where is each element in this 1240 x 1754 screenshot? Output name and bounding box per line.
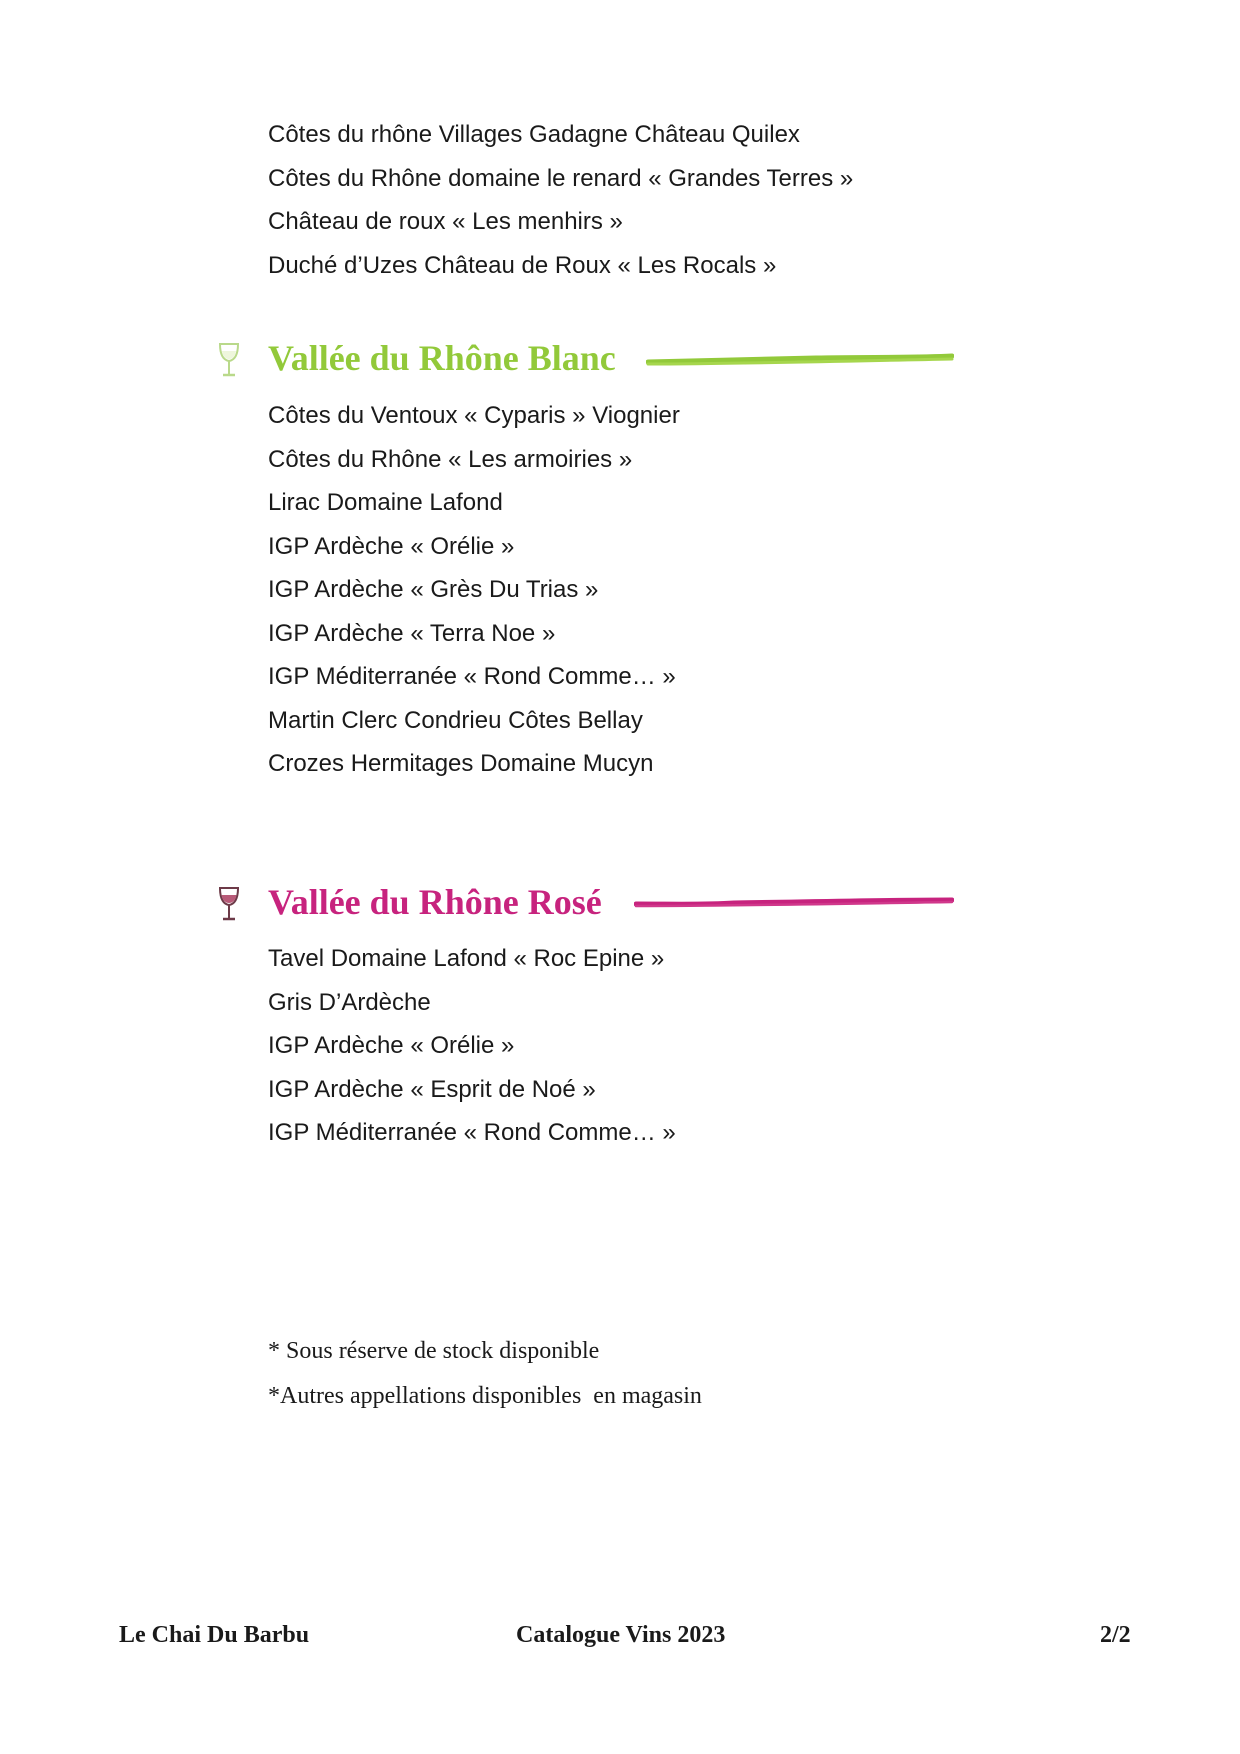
wine-item: IGP Ardèche « Esprit de Noé » <box>268 1075 596 1103</box>
footer-shop-name: Le Chai Du Barbu <box>119 1622 310 1648</box>
white-wine-glass-icon <box>214 342 244 380</box>
wine-item: Martin Clerc Condrieu Côtes Bellay <box>268 706 643 734</box>
footer-catalogue-title: Catalogue Vins 2023 <box>516 1622 726 1648</box>
section-header-rose <box>214 878 954 926</box>
wine-item: Château de roux « Les menhirs » <box>268 208 623 235</box>
rose-wine-glass-icon <box>214 886 244 924</box>
wine-item: Côtes du Ventoux « Cyparis » Viognier <box>268 402 680 429</box>
wine-item: IGP Ardèche « Terra Noe » <box>268 619 556 647</box>
wine-item: IGP Méditerranée « Rond Comme… » <box>268 663 676 690</box>
wine-item: Côtes du Rhône « Les armoiries » <box>268 445 633 473</box>
wine-item: Tavel Domaine Lafond « Roc Epine » <box>268 945 665 972</box>
wine-item: IGP Ardèche « Orélie » <box>268 532 515 560</box>
section-rule-rose <box>634 878 954 926</box>
wine-item: Côtes du rhône Villages Gadagne Château Quilex <box>268 121 800 148</box>
wine-item: IGP Méditerranée « Rond Comme… » <box>268 1119 676 1146</box>
footer-page-number: 2/2 <box>1100 1622 1131 1648</box>
section-title-rose: Vallée du Rhône Rosé <box>268 882 602 922</box>
stock-note: * Sous réserve de stock disponible <box>268 1338 600 1364</box>
appellations-note: *Autres appellations disponibles en magasin <box>268 1383 702 1409</box>
wine-item: IGP Ardèche « Orélie » <box>268 1032 515 1059</box>
wine-item: Côtes du Rhône domaine le renard « Grandes Terres » <box>268 164 854 192</box>
wine-list-blanc <box>268 394 680 786</box>
wine-item: Crozes Hermitages Domaine Mucyn <box>268 750 654 777</box>
wine-item: Duché d’Uzes Château de Roux « Les Rocals » <box>268 251 777 279</box>
wine-item: Lirac Domaine Lafond <box>268 489 503 516</box>
section-header-blanc <box>214 334 954 382</box>
wine-item: Gris D’Ardèche <box>268 988 431 1016</box>
section-title-blanc: Vallée du Rhône Blanc <box>268 338 616 378</box>
wine-list-rose <box>268 937 676 1155</box>
wine-list-top <box>268 113 853 287</box>
wine-item: IGP Ardèche « Grès Du Trias » <box>268 576 599 603</box>
section-rule-blanc <box>646 334 954 382</box>
